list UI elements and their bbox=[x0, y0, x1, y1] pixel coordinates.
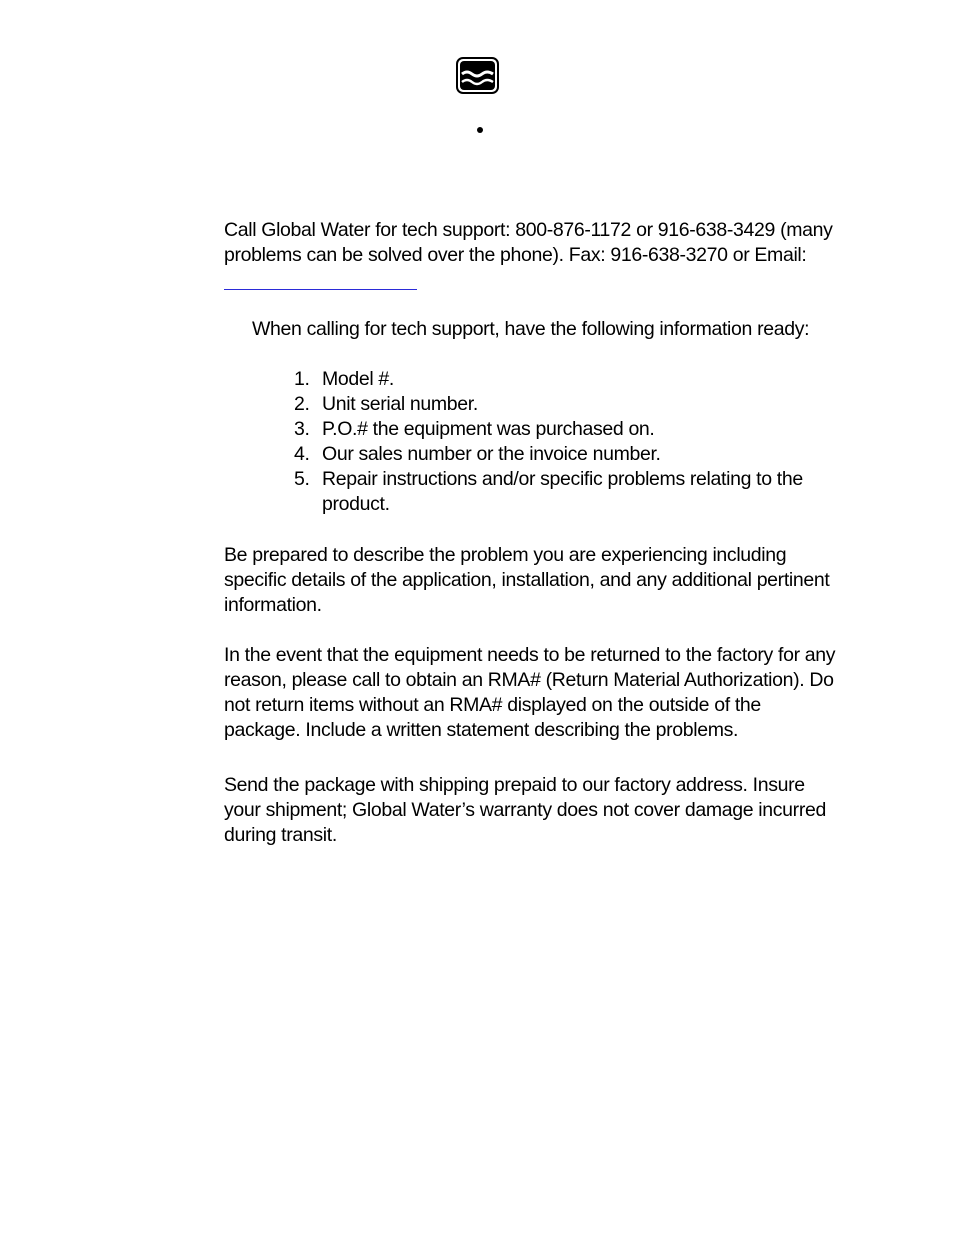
global-water-logo-icon bbox=[456, 57, 499, 94]
list-item-text: Repair instructions and/or specific problems relating to the bbox=[322, 468, 803, 490]
prep-heading: When calling for tech support, have the following information ready: bbox=[252, 318, 810, 340]
list-item bbox=[294, 467, 814, 517]
paragraph-line: information. bbox=[224, 594, 322, 616]
return-policy-paragraph bbox=[224, 643, 836, 743]
intro-line: problems can be solved over the phone). Fax: 916-638-3270 or Email: bbox=[224, 244, 807, 266]
paragraph-line: your shipment; Global Water’s warranty does not cover damage incurred bbox=[224, 799, 826, 821]
list-item-number: 5. bbox=[294, 468, 310, 490]
list-item bbox=[294, 417, 814, 442]
list-item-number: 2. bbox=[294, 393, 310, 415]
paragraph-line: Be prepared to describe the problem you are experiencing including bbox=[224, 544, 787, 566]
list-item-text: product. bbox=[322, 493, 390, 515]
list-item-text: Unit serial number. bbox=[322, 393, 478, 415]
tech-support-intro bbox=[224, 218, 833, 268]
paragraph-line: package. Include a written statement describing the problems. bbox=[224, 719, 739, 741]
paragraph-line: specific details of the application, installation, and any additional pertinent bbox=[224, 569, 830, 591]
list-item-text: Model #. bbox=[322, 368, 394, 390]
list-item-text: P.O.# the equipment was purchased on. bbox=[322, 418, 655, 440]
list-item bbox=[294, 392, 814, 417]
list-item-number: 1. bbox=[294, 368, 310, 390]
paragraph-line: In the event that the equipment needs to be returned to the factory for any bbox=[224, 644, 836, 666]
bullet-dot bbox=[477, 127, 483, 133]
list-item-number: 4. bbox=[294, 443, 310, 465]
list-item-text: Our sales number or the invoice number. bbox=[322, 443, 661, 465]
info-checklist bbox=[294, 367, 814, 517]
paragraph-line: during transit. bbox=[224, 824, 337, 846]
paragraph-line: Send the package with shipping prepaid to our factory address. Insure bbox=[224, 774, 805, 796]
paragraph-line: reason, please call to obtain an RMA# (Return Material Authorization). Do bbox=[224, 669, 834, 691]
email-link[interactable] bbox=[224, 289, 417, 290]
describe-problem-paragraph bbox=[224, 543, 830, 618]
paragraph-line: not return items without an RMA# displayed on the outside of the bbox=[224, 694, 761, 716]
list-item bbox=[294, 367, 814, 392]
intro-line: Call Global Water for tech support: 800-876-1172 or 916-638-3429 (many bbox=[224, 219, 833, 241]
shipping-paragraph bbox=[224, 773, 824, 848]
list-item-number: 3. bbox=[294, 418, 310, 440]
list-item bbox=[294, 442, 814, 467]
